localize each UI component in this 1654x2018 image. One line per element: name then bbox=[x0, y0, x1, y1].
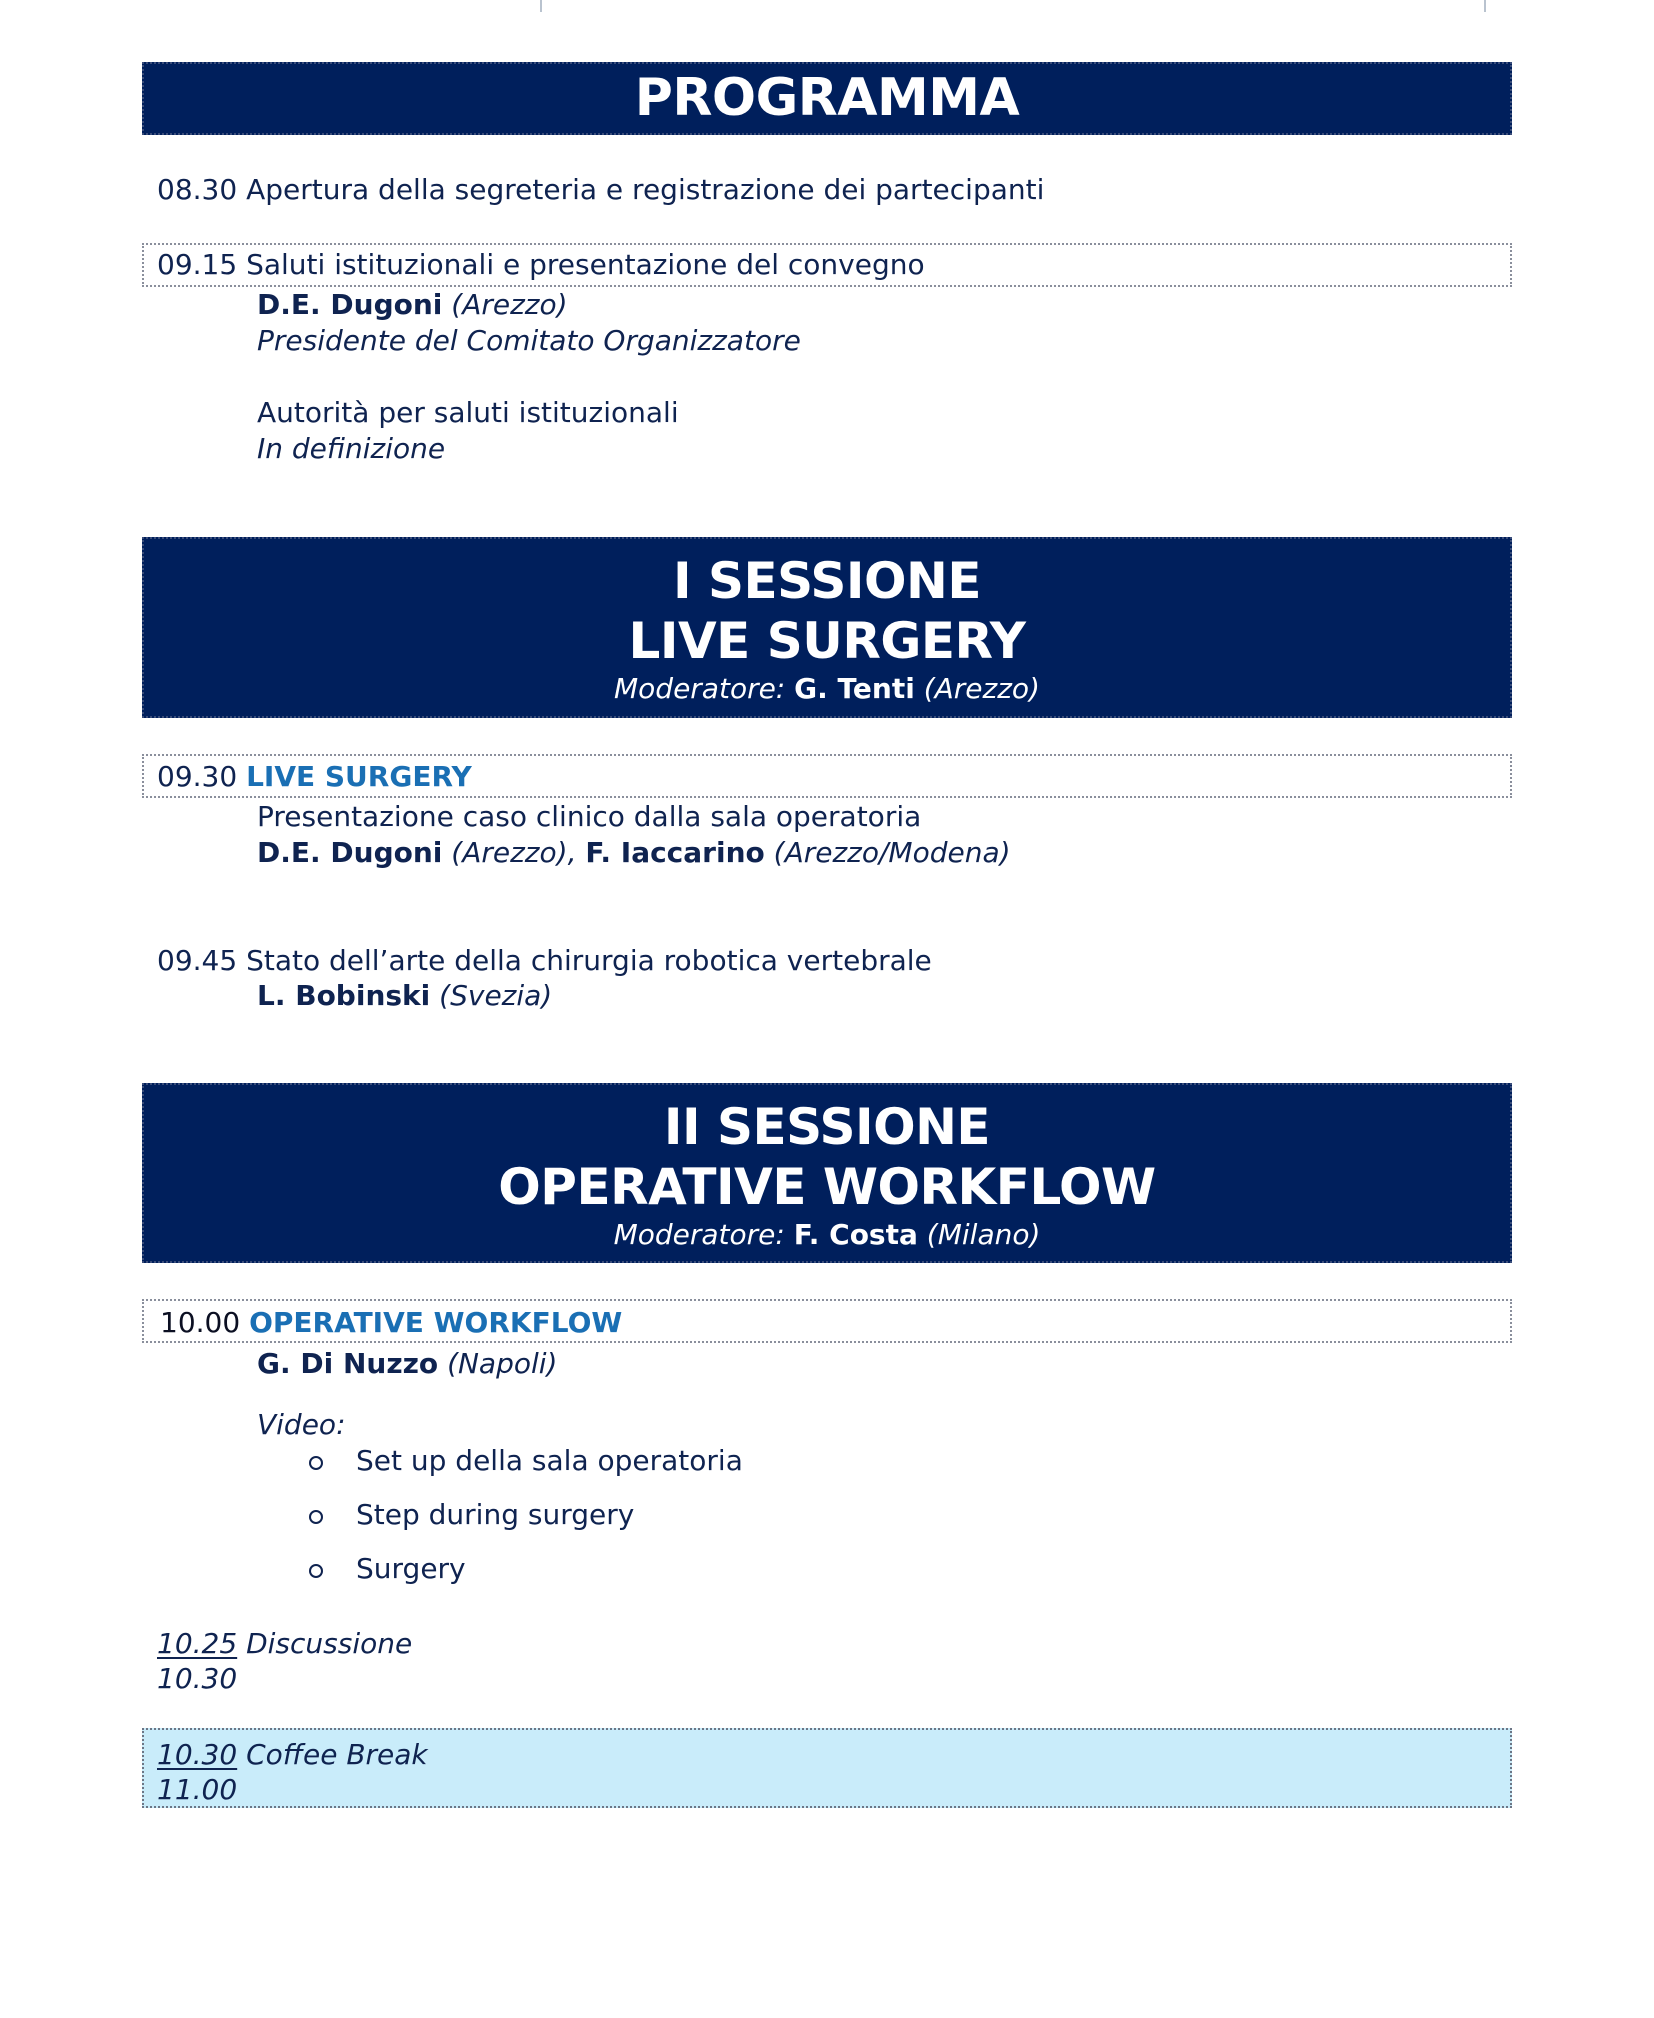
schedule-item-opening bbox=[157, 172, 1044, 208]
item-time: 09.15 bbox=[157, 248, 238, 281]
speaker-name: D.E. Dugoni bbox=[257, 288, 443, 321]
speaker-name: G. Di Nuzzo bbox=[257, 1347, 439, 1380]
item-time-start: 10.25 bbox=[157, 1627, 238, 1660]
page-title: PROGRAMMA bbox=[634, 68, 1020, 128]
scan-mark bbox=[540, 0, 542, 12]
item-title: OPERATIVE WORKFLOW bbox=[249, 1306, 623, 1339]
authorities-status: In definizione bbox=[257, 432, 446, 465]
programma-banner bbox=[142, 62, 1512, 135]
item-title: Apertura della segreteria e registrazione dei partecipanti bbox=[246, 173, 1045, 206]
moderator-name: F. Costa bbox=[793, 1218, 918, 1251]
authorities-label: Autorità per saluti istituzionali bbox=[257, 396, 679, 429]
video-label: Video: bbox=[257, 1408, 346, 1441]
speaker-city: (Arezzo/Modena) bbox=[773, 836, 1011, 869]
video-list-item: Step during surgery bbox=[356, 1498, 635, 1531]
item-description: Presentazione caso clinico dalla sala operatoria bbox=[257, 800, 922, 833]
session-moderator bbox=[144, 671, 1510, 707]
session-number: II SESSIONE bbox=[663, 1098, 991, 1156]
item-time-end: 10.30 bbox=[157, 1662, 238, 1695]
session-number: I SESSIONE bbox=[672, 552, 982, 610]
moderator-label: Moderatore: bbox=[613, 1218, 785, 1251]
item-time: 09.30 bbox=[157, 760, 238, 793]
speaker-city: (Svezia) bbox=[439, 979, 553, 1012]
speaker-line bbox=[257, 978, 552, 1014]
item-title: LIVE SURGERY bbox=[246, 760, 472, 793]
speaker-city: (Arezzo), bbox=[451, 836, 577, 869]
circle-bullet-icon bbox=[309, 1456, 323, 1470]
item-time: 10.00 bbox=[160, 1306, 241, 1339]
speaker-city: (Napoli) bbox=[447, 1347, 558, 1380]
session-moderator bbox=[144, 1217, 1510, 1253]
scan-mark bbox=[1484, 0, 1486, 12]
moderator-city: (Arezzo) bbox=[923, 672, 1040, 705]
item-time: 09.45 bbox=[157, 944, 238, 977]
item-title: Discussione bbox=[246, 1627, 413, 1660]
speaker-name: F. Iaccarino bbox=[585, 836, 765, 869]
session-1-banner bbox=[142, 537, 1512, 718]
schedule-item-welcome bbox=[157, 247, 925, 283]
item-time-end: 11.00 bbox=[157, 1773, 238, 1806]
item-title: Saluti istituzionali e presentazione del convegno bbox=[246, 248, 925, 281]
schedule-item-live-surgery bbox=[157, 759, 472, 795]
session-2-banner bbox=[142, 1083, 1512, 1263]
speaker-name: D.E. Dugoni bbox=[257, 836, 443, 869]
video-list-item: Set up della sala operatoria bbox=[356, 1444, 743, 1477]
moderator-label: Moderatore: bbox=[614, 672, 786, 705]
moderator-name: G. Tenti bbox=[794, 672, 915, 705]
item-time: 08.30 bbox=[157, 173, 238, 206]
speaker-line bbox=[257, 1346, 557, 1382]
schedule-item-discussion bbox=[157, 1626, 412, 1662]
session-name: LIVE SURGERY bbox=[628, 612, 1026, 670]
session-name: OPERATIVE WORKFLOW bbox=[498, 1158, 1156, 1216]
moderator-city: (Milano) bbox=[926, 1218, 1041, 1251]
item-time-start: 10.30 bbox=[157, 1738, 238, 1771]
speaker-line bbox=[257, 835, 1011, 871]
schedule-item-state-of-art bbox=[157, 943, 932, 979]
speaker-role: Presidente del Comitato Organizzatore bbox=[257, 324, 801, 357]
video-list-item: Surgery bbox=[356, 1552, 466, 1585]
item-title: Coffee Break bbox=[246, 1738, 428, 1771]
speaker-city: (Arezzo) bbox=[451, 288, 568, 321]
item-title: Stato dell’arte della chirurgia robotica vertebrale bbox=[246, 944, 932, 977]
schedule-item-operative-workflow bbox=[160, 1305, 622, 1341]
speaker-name: L. Bobinski bbox=[257, 979, 431, 1012]
speaker-line bbox=[257, 287, 568, 323]
circle-bullet-icon bbox=[309, 1564, 323, 1578]
schedule-item-coffee-break bbox=[157, 1737, 428, 1773]
circle-bullet-icon bbox=[309, 1510, 323, 1524]
